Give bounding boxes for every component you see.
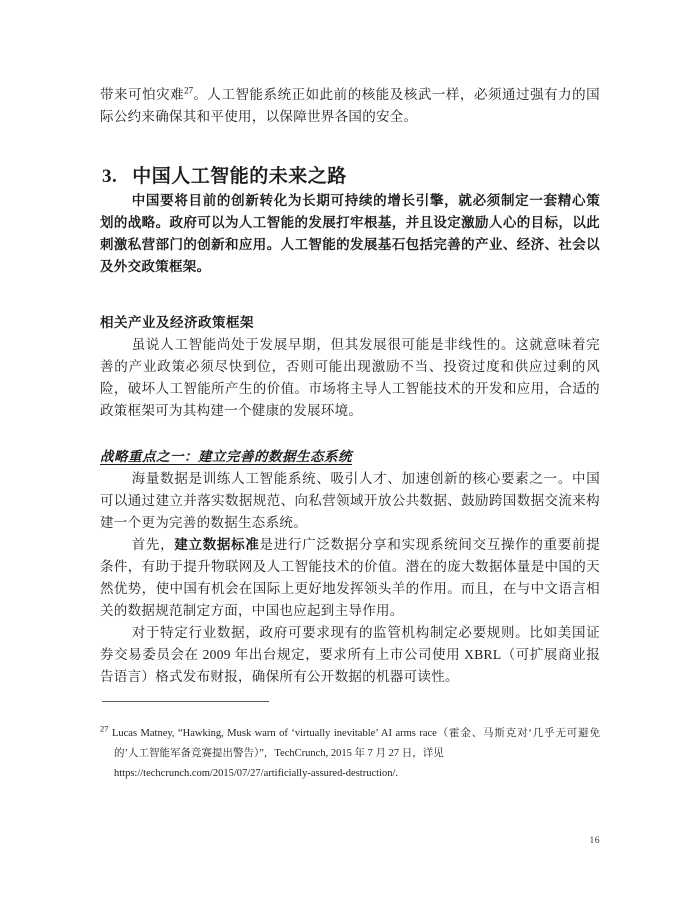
strategy-priority-heading: 战略重点之一：建立完善的数据生态系统 <box>100 449 352 464</box>
industry-data-paragraph: 对于特定行业数据，政府可要求现有的监管机构制定必要规则。比如美国证券交易委员会在 2009 年出台规定，要求所有上市公司使用 XBRL（可扩展商业报告语言）格式发布财报，确保所有公开数据的机器可读性。 <box>100 625 600 684</box>
section-number: 3. <box>102 166 118 187</box>
lead-paragraph: 中国要将目前的创新转化为长期可持续的增长引擎，就必须制定一套精心策划的战略。政府可以为人工智能的发展打牢根基，并且设定激励人心的目标，以此刺激私营部门的创新和应用。人工智能的发展基石包括完善的产业、经济、社会以及外交政策框架。 <box>100 193 600 274</box>
data-standards-lead: 首先， <box>131 537 175 552</box>
section-title: 中国人工智能的未来之路 <box>132 166 347 187</box>
data-ecosystem-paragraph: 海量数据是训练人工智能系统、吸引人才、加速创新的核心要素之一。中国可以通过建立并落实数据规范、向私营领域开放公共数据、鼓励跨国数据交流来构建一个更为完善的数据生态系统。 <box>100 471 600 530</box>
footnote-citation <box>100 723 601 764</box>
subsection-heading-industry-policy: 相关产业及经济政策框架 <box>100 315 254 330</box>
data-standards-paragraph <box>100 534 600 622</box>
footnote-number: 27 <box>100 723 109 734</box>
continuation-text-post: 。人工智能系统正如此前的核能及核武一样，必须通过强有力的国际公约来确保其和平使用，以保障世界各国的安全。 <box>100 87 600 124</box>
continuation-text-pre: 带来可怕灾难 <box>100 87 185 102</box>
industry-policy-paragraph: 虽说人工智能尚处于发展早期，但其发展很可能是非线性的。这就意味着完善的产业政策必须尽快到位，否则可能出现激励不当、投资过度和供应过剩的风险，破坏人工智能所产生的价值。市场将主导人工智能技术的开发和应用，合适的政策框架可为其构建一个健康的发展环境。 <box>100 337 600 418</box>
footnote-reference-superscript: 27 <box>184 85 194 96</box>
footnote-citation-text: Lucas Matney, “Hawking, Musk warn of ‘virtually inevitable’ AI arms race（霍金、马斯克对‘几乎无可避免的’人工智能军备竞赛提出警告）”，TechCrunch, 2015 年 7 月 27 日，详见 <box>111 728 601 759</box>
data-standards-rest: 是进行广泛数据分享和实现系统间交互操作的重要前提条件，有助于提升物联网及人工智能技术的价值。潜在的庞大数据体量是中国的天然优势，使中国有机会在国际上更好地发挥领头羊的作用。而且，在与中文语言相关的数据规范制定方面，中国也应起到主导作用。 <box>100 537 600 618</box>
page-number: 16 <box>589 836 600 846</box>
section-heading <box>102 164 600 190</box>
continuation-paragraph <box>100 84 600 128</box>
footnote-url-link[interactable]: https://techcrunch.com/2015/07/27/artificially-assured-destruction/. <box>114 768 399 779</box>
data-standards-bold-term: 建立数据标准 <box>174 537 260 552</box>
footnote-separator-rule <box>102 701 269 702</box>
footnote <box>100 724 600 784</box>
